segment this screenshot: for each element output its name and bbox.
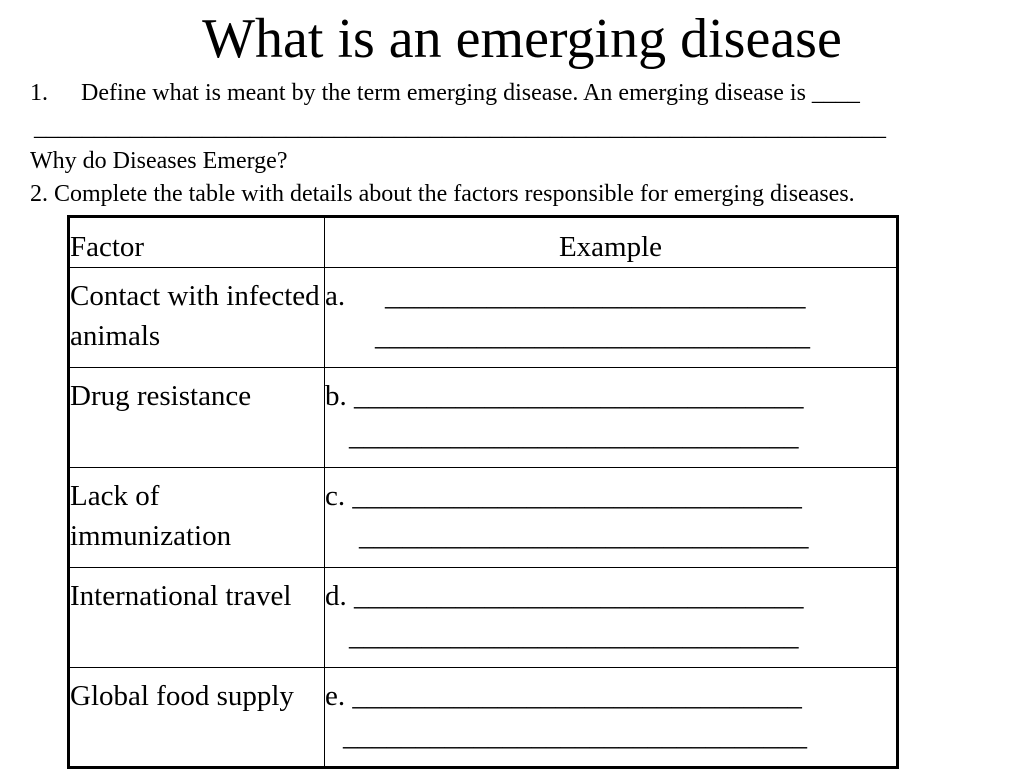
answer-blank: _______________________________: [359, 520, 809, 552]
page-title: What is an emerging disease: [202, 8, 842, 70]
example-cell: [325, 368, 898, 468]
question-2: 2. Complete the table with details about the factors responsible for emerging diseases.: [30, 181, 855, 207]
factor-cell: Lack of immunization: [69, 468, 325, 568]
table-row: [69, 268, 898, 368]
answer-blank: _______________________________: [352, 680, 802, 712]
answer-blank: _______________________________: [349, 620, 799, 652]
answer-blank: _____________________________: [385, 280, 806, 312]
example-letter: d.: [325, 580, 347, 612]
factors-table: [67, 215, 899, 769]
factor-cell: Global food supply: [69, 668, 325, 768]
answer-blank: _______________________________: [349, 420, 799, 452]
example-letter: a.: [325, 280, 346, 312]
example-cell: [325, 668, 898, 768]
factor-cell: Contact with infected animals: [69, 268, 325, 368]
question-1-answer-line: _______________________________________________________________________: [34, 115, 886, 141]
example-cell: [325, 568, 898, 668]
question-1: [30, 78, 860, 108]
answer-blank: ________________________________: [343, 720, 807, 752]
example-letter: e.: [325, 680, 346, 712]
example-cell: [325, 268, 898, 368]
answer-blank: _______________________________: [354, 380, 804, 412]
example-letter: b.: [325, 380, 347, 412]
answer-blank: _______________________________: [352, 480, 802, 512]
question-1-text: Define what is meant by the term emerging disease. An emerging disease is ____: [81, 80, 860, 106]
answer-blank: ______________________________: [375, 320, 810, 352]
factor-cell: International travel: [69, 568, 325, 668]
table-row: [69, 668, 898, 768]
column-header-example: Example: [325, 217, 898, 268]
table-row: [69, 568, 898, 668]
example-cell: [325, 468, 898, 568]
table-header-row: [69, 217, 898, 268]
column-header-factor: Factor: [69, 217, 325, 268]
table-row: [69, 468, 898, 568]
table-row: [69, 368, 898, 468]
section-heading: Why do Diseases Emerge?: [30, 148, 288, 174]
question-1-number: 1.: [30, 80, 48, 106]
answer-blank: _______________________________: [354, 580, 804, 612]
factor-cell: Drug resistance: [69, 368, 325, 468]
example-letter: c.: [325, 480, 346, 512]
